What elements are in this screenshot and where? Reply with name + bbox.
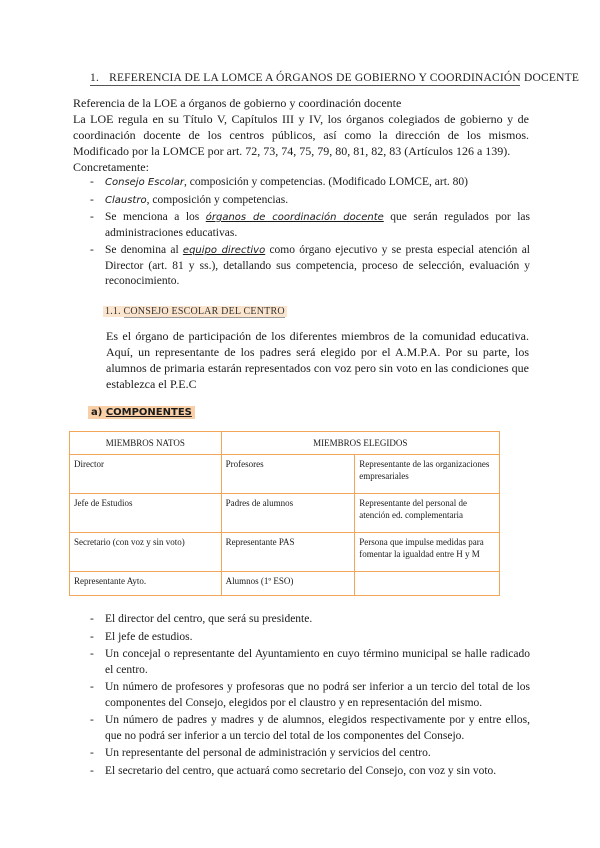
- table-header: MIEMBROS ELEGIDOS: [221, 432, 499, 455]
- list-item: - El jefe de estudios.: [90, 630, 530, 646]
- list-item: - Un representante del personal de administración y servicios del centro.: [90, 746, 530, 762]
- table-header: MIEMBROS NATOS: [70, 432, 222, 455]
- heading-3: a) COMPONENTES: [88, 406, 195, 419]
- intro-paragraph: La LOE regula en su Título V, Capítulos III y IV, los órganos colegiados de gobierno y de coordinación docente de los centros públicos, así como la dirección de los mismos. Modificado por la LOMCE por art. 72, 73, 74, 75, 79, 80, 81, 82, 83 (Artículos 126 a 139).: [73, 112, 529, 158]
- heading-1-text: REFERENCIA DE LA LOMCE A ÓRGANOS DE GOBIERNO Y COORDINACIÓN DOCENTE: [109, 72, 580, 84]
- list-item: - Se menciona a los órganos de coordinación docente que serán regulados por las administraciones educativas.: [90, 210, 530, 241]
- componentes-table: [69, 431, 500, 596]
- list-item: - Claustro, composición y competencias.: [90, 193, 530, 209]
- table-row: Secretario (con voz y sin voto) Representante PAS Persona que impulse medidas para fomentar la igualdad entre H y M: [70, 533, 500, 572]
- list-item: - Consejo Escolar, composición y competencias. (Modificado LOMCE, art. 80): [90, 175, 530, 191]
- subtitle: Referencia de la LOE a órganos de gobierno y coordinación docente: [73, 96, 402, 110]
- heading-1: [90, 72, 580, 86]
- consejo-paragraph: Es el órgano de participación de los diferentes miembros de la comunidad educativa. Aquí, un representante de los padres será elegido por el A.M.P.A. Por su parte, los alumnos de primaria estarán representados con voz pero sin voto en las condiciones que establezca el P.E.C: [106, 329, 529, 391]
- list-item: - Un número de padres y madres y de alumnos, elegidos respectivamente por y entre ellos, que no podrá ser inferior a un tercio del total de los componentes del Consejo.: [90, 713, 530, 744]
- list-item: - Un concejal o representante del Ayuntamiento en cuyo término municipal se halle radicado el centro.: [90, 647, 530, 678]
- list-item: - Se denomina al equipo directivo como órgano ejecutivo y se presta especial atención al Director (art. 81 y ss.), detallando sus competencia, proceso de selección, evaluación y reconocimiento.: [90, 243, 530, 290]
- heading-2: 1.1. CONSEJO ESCOLAR DEL CENTRO: [105, 306, 285, 317]
- organs-list: [90, 175, 530, 292]
- concretamente-label: Concretamente:: [73, 160, 149, 174]
- table-row: Director Profesores Representante de las organizaciones empresariales: [70, 455, 500, 494]
- list-item: - El secretario del centro, que actuará como secretario del Consejo, con voz y sin voto.: [90, 764, 530, 780]
- componentes-list: [90, 612, 530, 781]
- list-item: - Un número de profesores y profesoras que no podrá ser inferior a un tercio del total de los componentes del Consejo, elegidos por el claustro y en representación del mismo.: [90, 680, 530, 711]
- table-row: Representante Ayto. Alumnos (1º ESO): [70, 572, 500, 596]
- table-row: Jefe de Estudios Padres de alumnos Representante del personal de atención ed. complementaria: [70, 494, 500, 533]
- list-item: - El director del centro, que será su presidente.: [90, 612, 530, 628]
- heading-1-number: 1.: [90, 72, 100, 84]
